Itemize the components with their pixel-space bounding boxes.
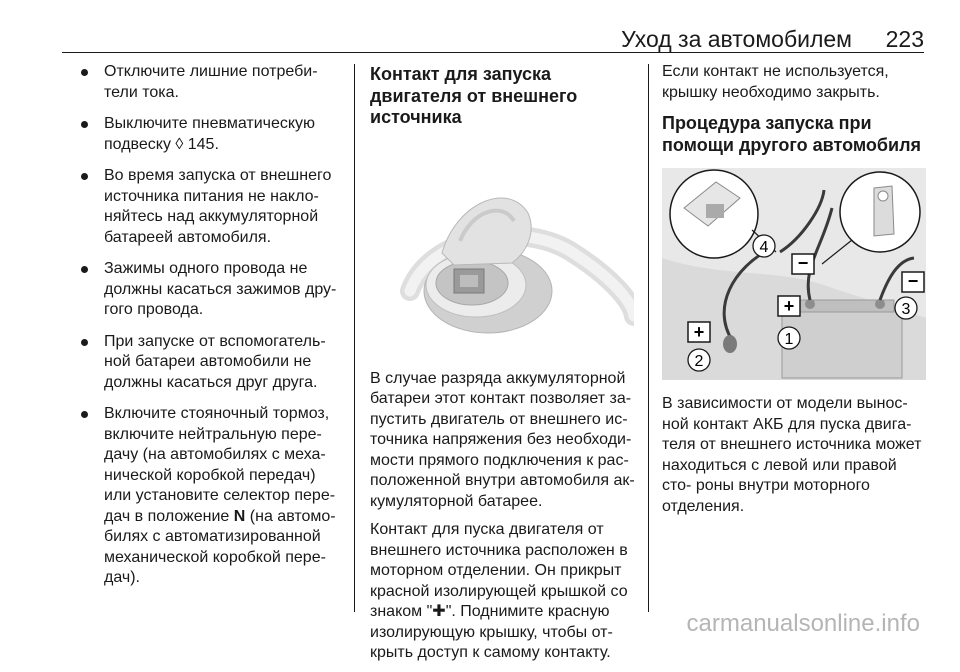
column-3 [662, 62, 928, 525]
callout-2 [688, 349, 710, 371]
list-item: Зажимы одного провода не должны касаться зажимов дру- гого провода. [78, 259, 344, 321]
gear-position-n: N [233, 507, 246, 525]
list-item: Включите стояночный тормоз, включите нейтральную пере- дачу (на автомобилях с меха- нической коробкой передач) или установите селектор пере- дач в положение N (на автомо- билях с автоматизированной механической коробкой пере- дач). [78, 404, 344, 589]
svg-text:4: 4 [759, 239, 769, 256]
paragraph: В случае разряда аккумуляторной батареи этот контакт позволяет за- пустить двигатель от внешнего ис- точника напряжения без необходи- мости прямого подключения к рас- положенной внутри автомобиля ак- кумуляторной батарее. [370, 369, 635, 510]
column-divider-1 [354, 64, 355, 612]
page-title: Уход за автомобилем [621, 26, 852, 52]
bullet-dot [81, 266, 88, 273]
column-divider-2 [648, 64, 649, 612]
jump-cable-connection-diagram [662, 168, 926, 380]
column-2 [370, 62, 638, 672]
list-item: Отключите лишние потреби- тели тока. [78, 62, 344, 103]
svg-text:−: − [907, 271, 919, 291]
page-number: 223 [885, 26, 924, 52]
list-item: Выключите пневматическую подвеску ◊ 145. [78, 114, 344, 155]
paragraph: Контакт для пуска двигателя от внешнего источника расположен в моторном отделении. Он прикрыт красной изолирующей крышкой со знаком "✚". Поднимите красную изолирующую крышку, чтобы от- крыть доступ к самому контакту. [370, 521, 628, 661]
section-heading-jump-terminal: Контакт для запуска двигателя от внешнего источника [370, 64, 578, 127]
svg-text:3: 3 [901, 301, 911, 318]
plus-label-left [688, 322, 710, 342]
minus-label-upper [792, 253, 814, 274]
precautions-list [78, 62, 344, 589]
watermark: carmanualsonline.info [686, 610, 920, 637]
list-item: При запуске от вспомогатель- ной батареи автомобили не должны касаться друг друга. [78, 332, 344, 394]
list-item: Во время запуска от внешнего источника питания не накло- няйтесь над аккумуляторной батареей автомобиля. [78, 166, 344, 248]
svg-text:1: 1 [784, 331, 794, 348]
callout-1 [778, 327, 800, 349]
svg-text:2: 2 [694, 353, 704, 370]
bullet-dot [81, 173, 88, 180]
paragraph: Если контакт не используется, крышку необходимо закрыть. [662, 63, 889, 101]
svg-text:+: + [783, 296, 795, 316]
bullet-dot [81, 121, 88, 128]
page-header [0, 16, 960, 50]
column-1 [78, 62, 344, 600]
bullet-dot [81, 339, 88, 346]
callout-3 [895, 297, 917, 319]
plus-icon: ✚ [432, 603, 446, 620]
callout-4 [753, 235, 775, 257]
bullet-dot [81, 411, 88, 418]
svg-text:−: − [797, 253, 809, 273]
paragraph: В зависимости от модели вынос- ной контакт АКБ для пуска двига- теля от внешнего источника может находиться с левой или правой сто- роны внутри моторного отделения. [662, 395, 922, 515]
minus-label-right [902, 271, 924, 292]
bullet-dot [81, 69, 88, 76]
section-heading-jump-procedure: Процедура запуска при помощи другого автомобиля [662, 113, 922, 155]
header-divider [62, 52, 924, 53]
plus-label-center [778, 296, 800, 316]
svg-text:+: + [693, 322, 705, 342]
jump-start-terminal-illustration [370, 141, 634, 353]
